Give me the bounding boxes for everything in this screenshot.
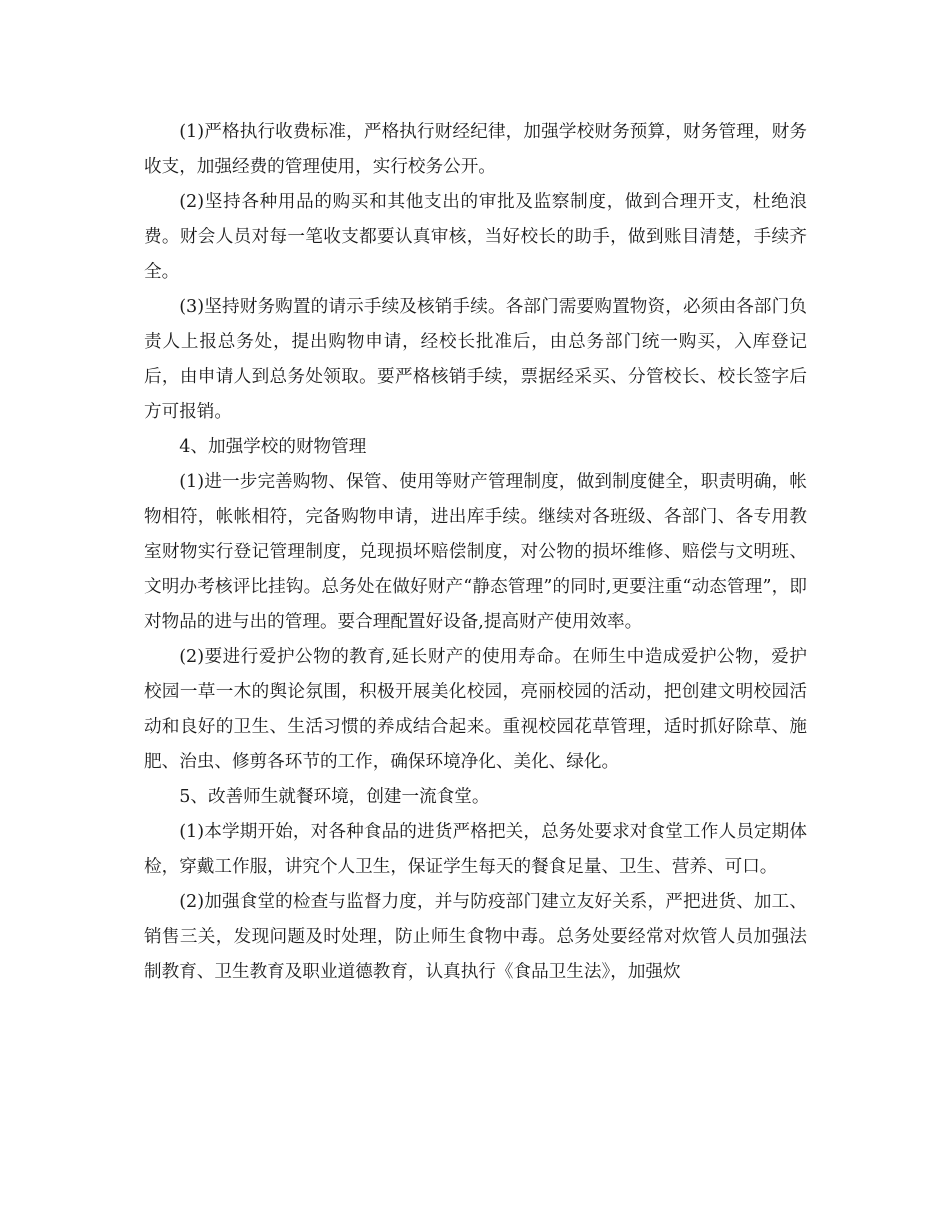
paragraph-1: (1)严格执行收费标准，严格执行财经纪律，加强学校财务预算，财务管理，财务收支，加强经费的管理使用，实行校务公开。 xyxy=(144,122,807,177)
paragraph-4-1: (1)进一步完善购物、保管、使用等财产管理制度，做到制度健全，职责明确，帐物相符，帐帐相符，完备购物申请，进出库手续。继续对各班级、各部门、各专用教室财物实行登记管理制度，兑现损坏赔偿制度，对公物的损坏维修、赔偿与文明班、文明办考核评比挂钩。总务处在做好财产“静态管理”的同时,更要注重“动态管理”，即对物品的进与出的管理。要合理配置好设备,提高财产使用效率。 xyxy=(144,472,807,632)
paragraph-2: (2)坚持各种用品的购买和其他支出的审批及监察制度，做到合理开支，杜绝浪费。财会人员对每一笔收支都要认真审核，当好校长的助手，做到账目清楚，手续齐全。 xyxy=(144,192,807,282)
paragraph-5-1: (1)本学期开始，对各种食品的进货严格把关，总务处要求对食堂工作人员定期体检，穿戴工作服，讲究个人卫生，保证学生每天的餐食足量、卫生、营养、可口。 xyxy=(144,822,807,877)
section-heading-5: 5、改善师生就餐环境，创建一流食堂。 xyxy=(179,787,490,807)
section-heading-4: 4、加强学校的财物管理 xyxy=(179,437,367,457)
paragraph-5-2: (2)加强食堂的检查与监督力度，并与防疫部门建立友好关系，严把进货、加工、销售三关，发现问题及时处理，防止师生食物中毒。总务处要经常对炊管人员加强法制教育、卫生教育及职业道德教育，认真执行《食品卫生法》，加强炊 xyxy=(144,892,807,982)
paragraph-3: (3)坚持财务购置的请示手续及核销手续。各部门需要购置物资，必须由各部门负责人上报总务处，提出购物申请，经校长批准后，由总务部门统一购买，入库登记后，由申请人到总务处领取。要严格核销手续，票据经采买、分管校长、校长签字后方可报销。 xyxy=(144,297,807,422)
paragraph-4-2: (2)要进行爱护公物的教育,延长财产的使用寿命。在师生中造成爱护公物，爱护校园一草一木的舆论氛围，积极开展美化校园，亮丽校园的活动，把创建文明校园活动和良好的卫生、生活习惯的养成结合起来。重视校园花草管理，适时抓好除草、施肥、治虫、修剪各环节的工作，确保环境净化、美化、绿化。 xyxy=(144,647,807,772)
document-body xyxy=(144,115,807,990)
